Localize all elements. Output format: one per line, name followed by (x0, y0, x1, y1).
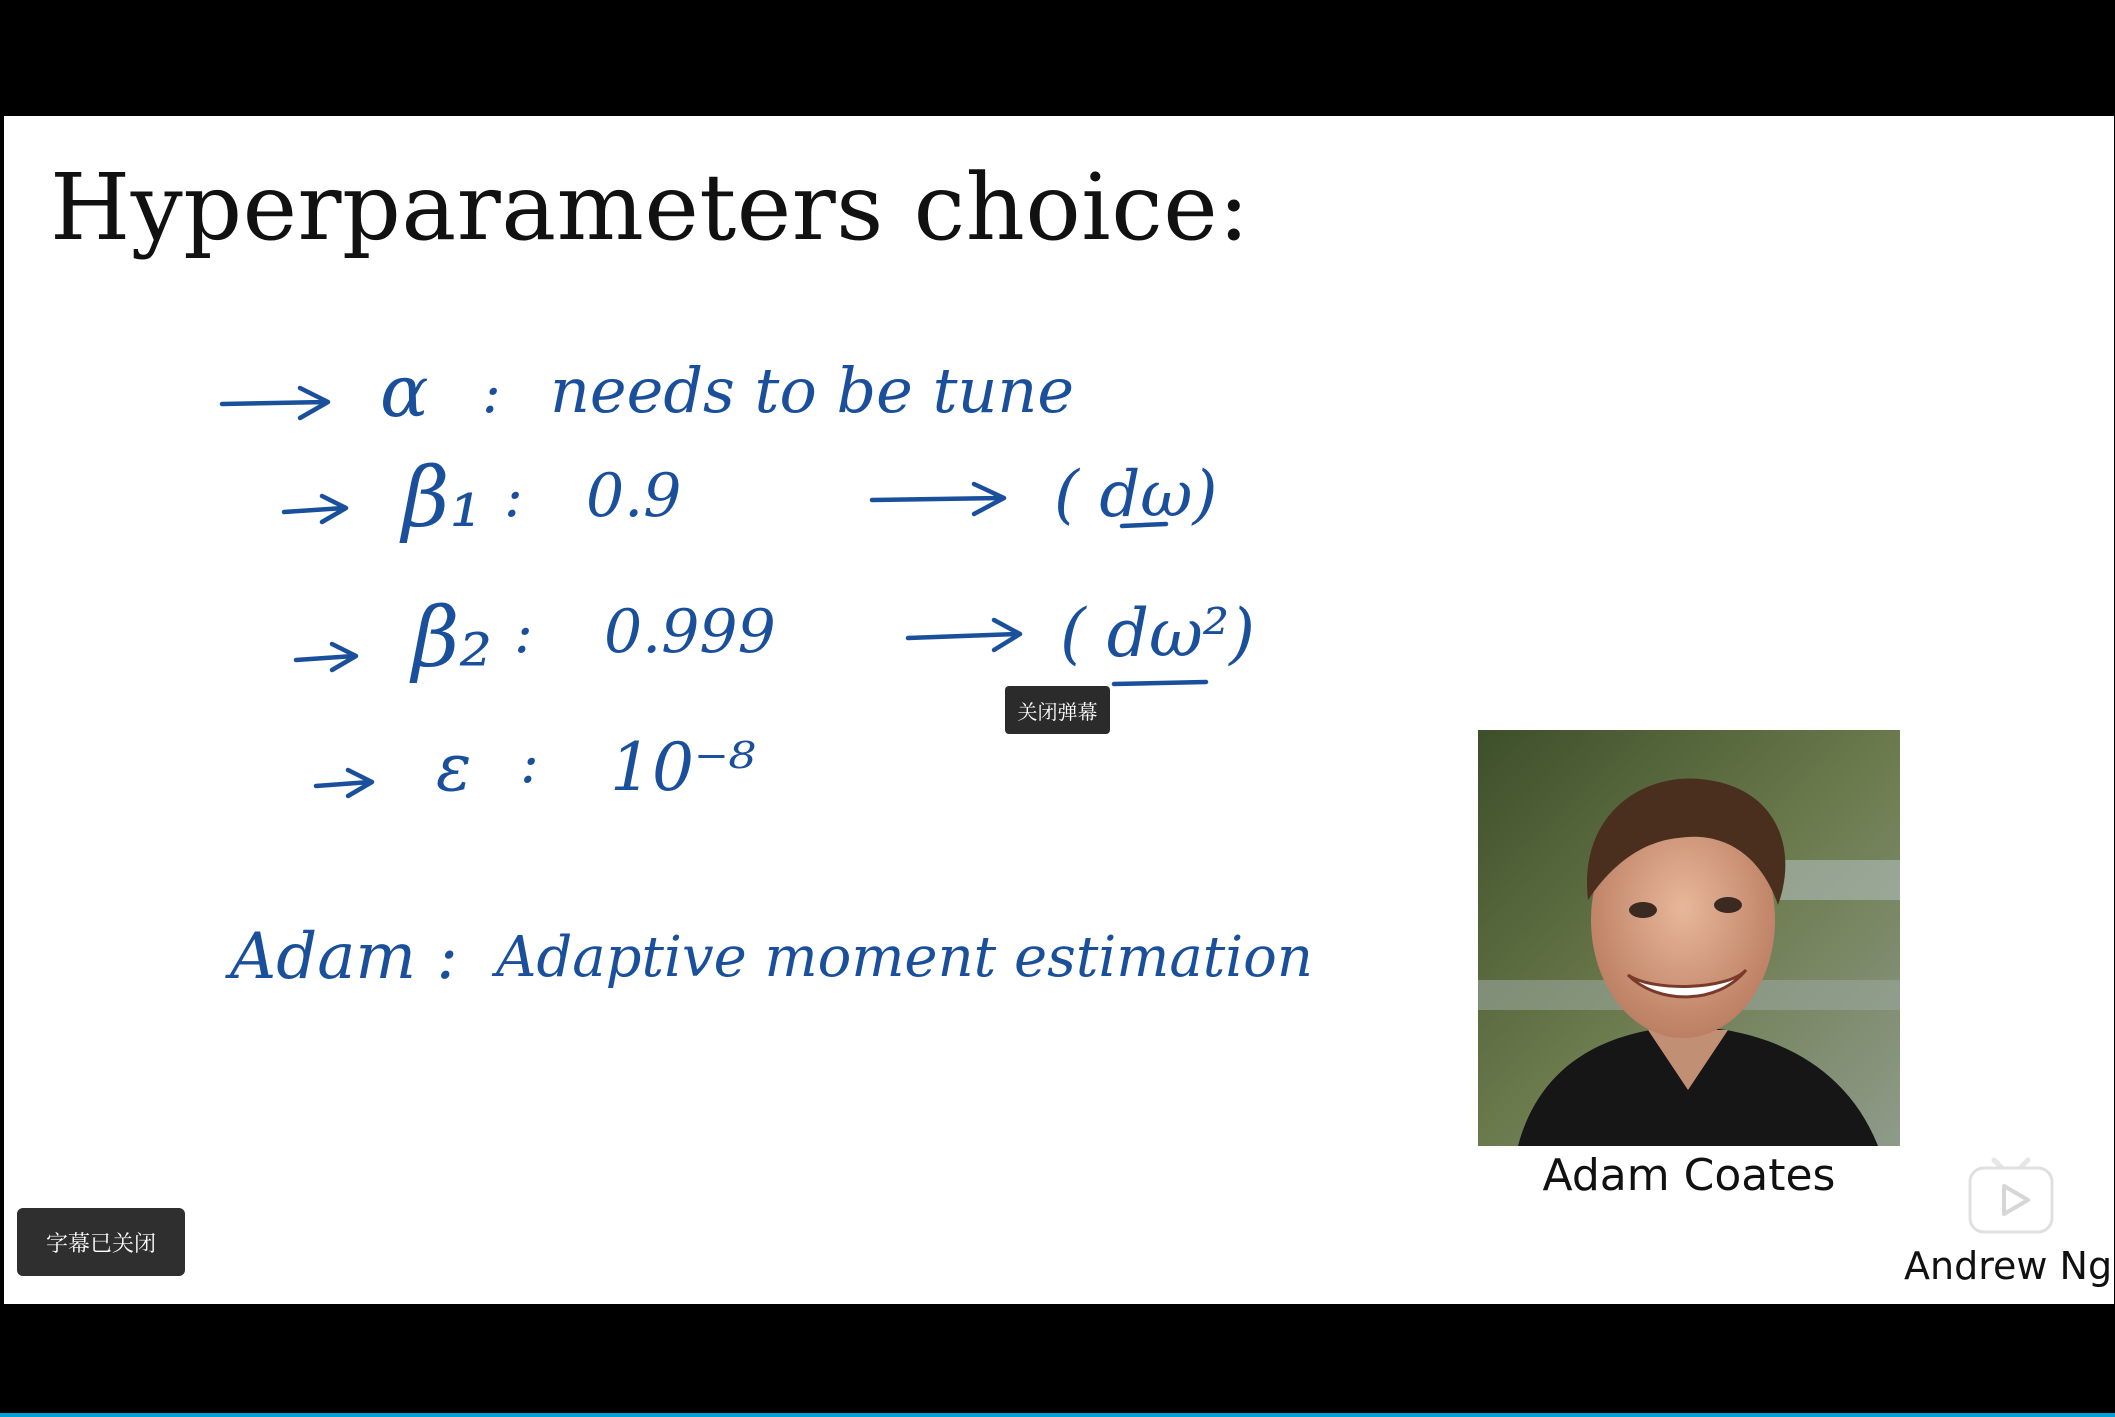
beta2-colon: : (514, 601, 533, 666)
photo-caption: Adam Coates (1542, 1150, 1836, 1201)
subtitle-toggle-button[interactable]: 字幕已关闭 (17, 1208, 185, 1276)
beta1-value: 0.9 (586, 461, 682, 531)
beta1-symbol: β₁ (402, 451, 483, 546)
bilibili-logo-icon (1966, 1146, 2056, 1236)
slide-title: Hyperparameters choice: (50, 154, 1250, 261)
epsilon-value: 10⁻⁸ (610, 729, 756, 806)
playback-progress-bar[interactable] (0, 1413, 2115, 1417)
lecturer-name: Andrew Ng (1904, 1244, 2113, 1288)
adam-label: Adam : (230, 920, 458, 994)
epsilon-colon: : (520, 731, 539, 796)
beta2-target: ( dω²) (1060, 595, 1256, 672)
close-danmaku-tooltip: 关闭弹幕 (1005, 686, 1110, 734)
arrow-icon (316, 770, 372, 796)
adam-coates-photo (1478, 730, 1900, 1146)
beta2-symbol: β₂ (412, 591, 493, 686)
alpha-colon: : (482, 361, 501, 426)
underline-mark (1114, 682, 1206, 684)
beta1-colon: : (504, 465, 523, 530)
beta1-target: ( dω) (1054, 458, 1218, 532)
underline-mark (1122, 524, 1166, 526)
beta2-value: 0.999 (604, 597, 776, 667)
arrow-icon (872, 484, 1004, 514)
alpha-symbol: α (380, 349, 429, 433)
adam-expansion: Adaptive moment estimation (496, 925, 1313, 990)
alpha-note: needs to be tune (550, 354, 1075, 427)
arrow-icon (284, 496, 346, 522)
epsilon-symbol: ε (436, 729, 472, 806)
arrow-icon (296, 644, 356, 670)
arrow-icon (908, 620, 1020, 650)
arrow-icon (222, 388, 328, 418)
